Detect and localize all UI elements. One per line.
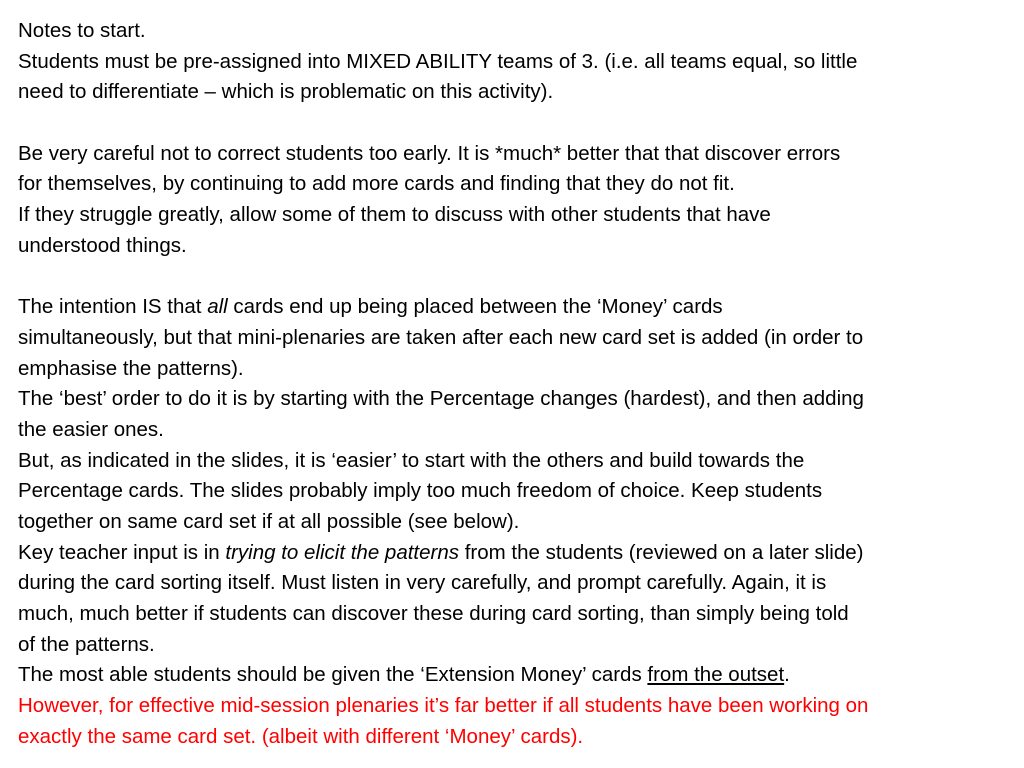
paragraph-spacer — [18, 108, 1010, 139]
notes-line: understood things. — [18, 233, 187, 257]
notes-line: If they struggle greatly, allow some of them to discuss with other students that have — [18, 203, 771, 227]
text-run: . — [784, 663, 790, 687]
notes-line: of the patterns. — [18, 632, 155, 656]
paragraph-spacer — [18, 262, 1010, 293]
underlined-from-the-outset: from the outset — [647, 663, 785, 687]
notes-line: need to differentiate – which is problematic on this activity). — [18, 80, 554, 104]
warning-line: exactly the same card set. (albeit with different ‘Money’ cards). — [18, 724, 584, 748]
notes-line: for themselves, by continuing to add more cards and finding that they do not fit. — [18, 172, 735, 196]
notes-line: But, as indicated in the slides, it is ‘easier’ to start with the others and build towards the — [18, 448, 805, 472]
teacher-notes — [18, 16, 1010, 753]
text-run: The intention IS that — [18, 295, 208, 319]
notes-line — [18, 292, 1010, 323]
notes-line: together on same card set if at all possible (see below). — [18, 510, 520, 533]
notes-line: much, much better if students can discover these during card sorting, than simply being told — [18, 602, 849, 626]
emphasis-elicit-patterns: trying to elicit the patterns — [225, 540, 459, 564]
text-run: cards end up being placed between the ‘Money’ cards — [227, 295, 723, 319]
text-run: The most able students should be given the ‘Extension Money’ cards — [18, 663, 648, 687]
notes-line: Percentage cards. The slides probably imply too much freedom of choice. Keep students — [18, 479, 823, 503]
emphasis-all: all — [207, 295, 228, 319]
notes-line: Students must be pre-assigned into MIXED ABILITY teams of 3. (i.e. all teams equal, so little — [18, 49, 858, 73]
notes-line: The ‘best’ order to do it is by starting with the Percentage changes (hardest), and then adding — [18, 387, 864, 411]
notes-line: Be very careful not to correct students too early. It is *much* better that that discover errors — [18, 141, 841, 165]
notes-line: simultaneously, but that mini-plenaries are taken after each new card set is added (in order to — [18, 325, 864, 349]
notes-heading: Notes to start. — [18, 19, 146, 42]
notes-line — [18, 660, 1010, 691]
notes-line — [18, 538, 1010, 569]
notes-line: during the card sorting itself. Must listen in very carefully, and prompt carefully. Again, it is — [18, 571, 827, 595]
text-run: from the students (reviewed on a later slide) — [459, 540, 864, 564]
notes-line: emphasise the patterns). — [18, 356, 244, 380]
warning-line: However, for effective mid-session plenaries it’s far better if all students have been working on — [18, 694, 869, 718]
text-run: Key teacher input is in — [18, 540, 226, 564]
notes-line: the easier ones. — [18, 417, 164, 441]
